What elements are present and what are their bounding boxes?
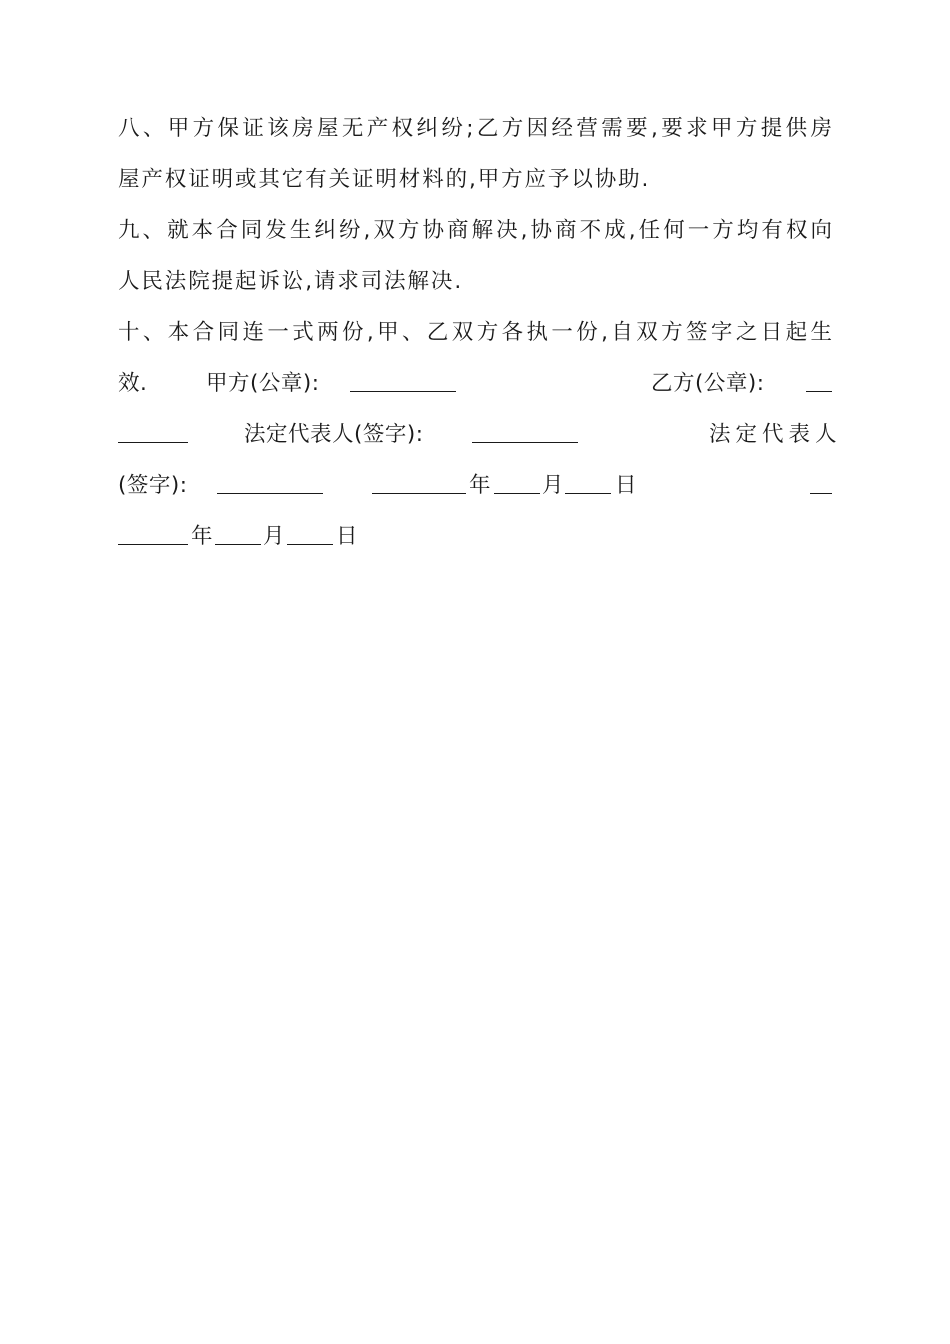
party-a-date-year-field[interactable] [372, 460, 466, 511]
contract-body [118, 103, 842, 562]
signature-line-4 [118, 511, 832, 562]
party-b-seal-field-start[interactable] [806, 358, 832, 409]
clause-10-text-2: 效. [118, 371, 148, 396]
clause-8-line-1 [118, 103, 832, 154]
signature-line-1 [118, 358, 832, 409]
clause-9-line-2 [118, 256, 832, 307]
party-a-date-day-label: 日 [615, 473, 638, 498]
clause-8-line-2 [118, 154, 832, 205]
party-a-seal-label: 甲方(公章): [206, 371, 320, 396]
party-b-date-day-field[interactable] [287, 511, 333, 562]
party-a-date-day-field[interactable] [565, 460, 611, 511]
clause-10-line-1 [118, 307, 832, 358]
party-a-date-year-label: 年 [469, 473, 492, 498]
party-b-date-year-field-end[interactable] [118, 511, 188, 562]
clause-10-text-1: 十、本合同连一式两份,甲、乙双方各执一份,自双方签字之日起生 [118, 320, 832, 345]
signature-line-3 [118, 460, 832, 511]
clause-9-line-1 [118, 205, 832, 256]
party-a-date-month-label: 月 [542, 473, 565, 498]
party-b-date-month-label: 月 [263, 524, 286, 549]
party-b-date-year-label: 年 [191, 524, 214, 549]
party-b-date-day-label: 日 [336, 524, 359, 549]
clause-9-text-2: 人民法院提起诉讼,请求司法解决. [118, 269, 464, 294]
clause-9-text-1: 九、就本合同发生纠纷,双方协商解决,协商不成,任何一方均有权向 [118, 218, 832, 243]
party-b-rep-label: 法定代表人 [709, 422, 842, 447]
clause-8-text-1: 八、甲方保证该房屋无产权纠纷;乙方因经营需要,要求甲方提供房 [118, 116, 832, 141]
party-a-seal-field[interactable] [350, 358, 456, 409]
party-a-rep-field[interactable] [472, 409, 578, 460]
party-b-rep-label-cont: (签字): [118, 473, 188, 498]
party-b-seal-field-end[interactable] [118, 409, 188, 460]
party-a-date-month-field[interactable] [494, 460, 540, 511]
party-b-date-month-field[interactable] [215, 511, 261, 562]
clause-8-text-2: 屋产权证明或其它有关证明材料的,甲方应予以协助. [118, 167, 651, 192]
party-b-rep-field[interactable] [217, 460, 323, 511]
party-b-date-year-field-start[interactable] [810, 460, 832, 511]
party-a-rep-label: 法定代表人(签字): [244, 422, 424, 447]
signature-line-2 [118, 409, 842, 460]
party-b-seal-label: 乙方(公章): [651, 371, 765, 396]
